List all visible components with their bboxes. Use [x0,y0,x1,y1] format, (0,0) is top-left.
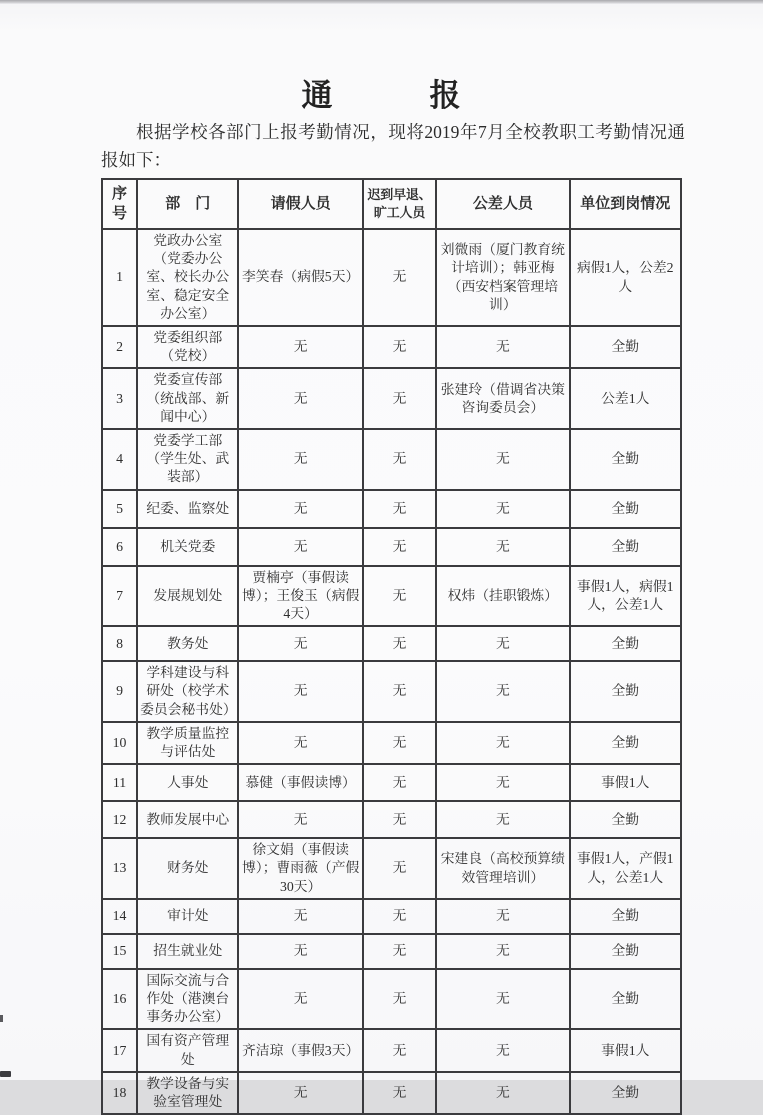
cell-department: 财务处 [137,838,238,899]
cell-late-absent: 无 [363,490,436,528]
cell-serial-number: 15 [102,934,137,969]
table-row [102,801,681,838]
cell-attendance-status: 事假1人，病假1人，公差1人 [570,566,681,627]
cell-leave-personnel: 无 [238,429,362,490]
cell-business-trip: 无 [436,528,569,566]
cell-late-absent: 无 [363,722,436,764]
cell-business-trip: 无 [436,661,569,722]
scan-top-edge-shadow [0,0,763,4]
cell-department: 学科建设与科研处（校学术委员会秘书处） [137,661,238,722]
table-row [102,899,681,934]
cell-late-absent: 无 [363,566,436,627]
cell-serial-number: 2 [102,326,137,368]
cell-late-absent: 无 [363,1072,436,1114]
cell-attendance-status: 全勤 [570,722,681,764]
cell-leave-personnel: 无 [238,326,362,368]
cell-business-trip: 宋建良（高校预算绩效管理培训） [436,838,569,899]
cell-leave-personnel: 齐洁琼（事假3天） [238,1029,362,1071]
cell-serial-number: 13 [102,838,137,899]
cell-business-trip: 无 [436,934,569,969]
cell-department: 教务处 [137,626,238,661]
table-row [102,528,681,566]
cell-late-absent: 无 [363,429,436,490]
cell-serial-number: 14 [102,899,137,934]
cell-leave-personnel: 无 [238,722,362,764]
cell-serial-number: 18 [102,1072,137,1114]
cell-leave-personnel: 无 [238,899,362,934]
cell-business-trip: 无 [436,722,569,764]
header-department: 部 门 [137,179,238,229]
cell-attendance-status: 全勤 [570,429,681,490]
cell-business-trip: 无 [436,1072,569,1114]
table-row [102,490,681,528]
cell-department: 教学质量监控与评估处 [137,722,238,764]
cell-late-absent: 无 [363,326,436,368]
cell-department: 机关党委 [137,528,238,566]
cell-attendance-status: 全勤 [570,801,681,838]
cell-attendance-status: 全勤 [570,969,681,1030]
cell-department: 国际交流与合作处（港澳台事务办公室） [137,969,238,1030]
cell-attendance-status: 事假1人，产假1人，公差1人 [570,838,681,899]
cell-leave-personnel: 无 [238,1072,362,1114]
cell-attendance-status: 病假1人，公差2人 [570,229,681,326]
cell-serial-number: 17 [102,1029,137,1071]
cell-attendance-status: 全勤 [570,528,681,566]
cell-department: 党政办公室（党委办公室、校长办公室、稳定安全办公室） [137,229,238,326]
table-row [102,1029,681,1071]
table-row [102,429,681,490]
cell-late-absent: 无 [363,969,436,1030]
cell-leave-personnel: 慕健（事假读博） [238,764,362,801]
cell-leave-personnel: 无 [238,969,362,1030]
table-row [102,326,681,368]
cell-department: 党委组织部（党校） [137,326,238,368]
cell-attendance-status: 全勤 [570,490,681,528]
cell-leave-personnel: 无 [238,528,362,566]
table-row [102,764,681,801]
table-row [102,229,681,326]
cell-attendance-status: 全勤 [570,1072,681,1114]
scan-edge-mark [0,1015,3,1022]
cell-leave-personnel: 徐文娟（事假读博）；曹雨薇（产假30天） [238,838,362,899]
cell-business-trip: 刘微雨（厦门教育统计培训）；韩亚梅（西安档案管理培训） [436,229,569,326]
cell-late-absent: 无 [363,528,436,566]
table-row [102,934,681,969]
cell-late-absent: 无 [363,1029,436,1071]
cell-business-trip: 无 [436,899,569,934]
cell-attendance-status: 事假1人 [570,764,681,801]
cell-serial-number: 16 [102,969,137,1030]
cell-leave-personnel: 贾楠亭（事假读博）；王俊玉（病假4天） [238,566,362,627]
cell-late-absent: 无 [363,368,436,429]
cell-late-absent: 无 [363,899,436,934]
cell-late-absent: 无 [363,626,436,661]
cell-leave-personnel: 李笑春（病假5天） [238,229,362,326]
cell-attendance-status: 全勤 [570,626,681,661]
header-late-absent-personnel: 迟到早退、旷工人员 [363,179,436,229]
table-row [102,969,681,1030]
table-row [102,626,681,661]
cell-leave-personnel: 无 [238,490,362,528]
header-leave-personnel: 请假人员 [238,179,362,229]
cell-serial-number: 10 [102,722,137,764]
scan-corner-mark [0,1071,11,1077]
header-serial-number: 序号 [102,179,137,229]
intro-paragraph: 根据学校各部门上报考勤情况，现将2019年7月全校教职工考勤情况通报如下： [101,122,685,170]
cell-business-trip: 无 [436,1029,569,1071]
table-row [102,566,681,627]
cell-serial-number: 7 [102,566,137,627]
cell-serial-number: 6 [102,528,137,566]
cell-department: 招生就业处 [137,934,238,969]
table-row [102,722,681,764]
cell-serial-number: 9 [102,661,137,722]
cell-late-absent: 无 [363,801,436,838]
cell-serial-number: 12 [102,801,137,838]
cell-attendance-status: 全勤 [570,934,681,969]
header-business-trip-personnel: 公差人员 [436,179,569,229]
cell-business-trip: 无 [436,626,569,661]
cell-serial-number: 11 [102,764,137,801]
cell-department: 审计处 [137,899,238,934]
cell-leave-personnel: 无 [238,934,362,969]
cell-late-absent: 无 [363,838,436,899]
cell-serial-number: 5 [102,490,137,528]
cell-department: 纪委、监察处 [137,490,238,528]
cell-serial-number: 4 [102,429,137,490]
cell-business-trip: 张建玲（借调省决策咨询委员会） [436,368,569,429]
cell-attendance-status: 全勤 [570,899,681,934]
cell-business-trip: 权炜（挂职锻炼） [436,566,569,627]
cell-department: 党委宣传部（统战部、新闻中心） [137,368,238,429]
cell-serial-number: 8 [102,626,137,661]
cell-department: 教学设备与实验室管理处 [137,1072,238,1114]
cell-attendance-status: 公差1人 [570,368,681,429]
cell-business-trip: 无 [436,764,569,801]
cell-department: 国有资产管理处 [137,1029,238,1071]
page-title: 通 报 [301,78,462,113]
cell-late-absent: 无 [363,661,436,722]
cell-department: 发展规划处 [137,566,238,627]
cell-serial-number: 3 [102,368,137,429]
cell-attendance-status: 全勤 [570,326,681,368]
header-attendance-status: 单位到岗情况 [570,179,681,229]
attendance-table [101,178,682,1115]
table-row [102,661,681,722]
cell-attendance-status: 全勤 [570,661,681,722]
cell-late-absent: 无 [363,764,436,801]
cell-business-trip: 无 [436,490,569,528]
cell-late-absent: 无 [363,934,436,969]
table-body [102,229,681,1114]
cell-leave-personnel: 无 [238,801,362,838]
cell-business-trip: 无 [436,801,569,838]
cell-leave-personnel: 无 [238,661,362,722]
cell-department: 教师发展中心 [137,801,238,838]
table-row [102,368,681,429]
cell-business-trip: 无 [436,969,569,1030]
cell-late-absent: 无 [363,229,436,326]
cell-leave-personnel: 无 [238,368,362,429]
cell-attendance-status: 事假1人 [570,1029,681,1071]
cell-business-trip: 无 [436,326,569,368]
cell-department: 党委学工部（学生处、武装部） [137,429,238,490]
table-header-row [102,179,681,229]
cell-business-trip: 无 [436,429,569,490]
table-row [102,838,681,899]
cell-leave-personnel: 无 [238,626,362,661]
table-row [102,1072,681,1114]
cell-department: 人事处 [137,764,238,801]
cell-serial-number: 1 [102,229,137,326]
